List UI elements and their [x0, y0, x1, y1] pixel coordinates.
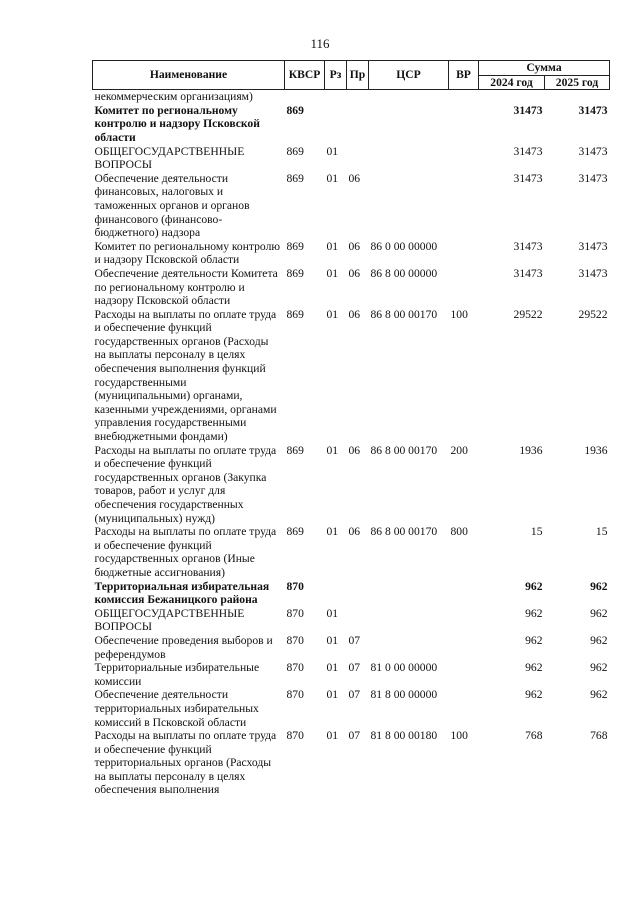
cell-vr: 100: [450, 729, 468, 743]
cell-sum-2025: 31473: [578, 266, 608, 280]
cell-sum-2025: 962: [590, 688, 608, 702]
cell-sum-2025: 31473: [578, 103, 608, 117]
cell-name: Обеспечение проведения выборов и референдумов: [94, 633, 273, 661]
cell-csr: 81 8 00 00000: [370, 688, 438, 702]
cell-sum-2025: 31473: [578, 239, 608, 253]
cell-pr: 07: [348, 729, 361, 743]
cell-name: Обеспечение деятельности Комитета по региональному контролю и надзору Псковской области: [94, 266, 278, 308]
cell-rz: 01: [326, 606, 339, 620]
cell-name: ОБЩЕГОСУДАРСТВЕННЫЕ ВОПРОСЫ: [94, 606, 245, 634]
cell-csr: 86 8 00 00000: [370, 266, 438, 280]
cell-sum-2025: 15: [595, 525, 608, 539]
cell-sum-2024: 962: [525, 688, 543, 702]
cell-pr: 06: [348, 307, 361, 321]
cell-sum-2024: 15: [530, 525, 543, 539]
table-header: [93, 61, 610, 90]
cell-csr: 86 8 00 00170: [370, 307, 438, 321]
header-year-2024: 2024 год: [479, 75, 545, 90]
header-sum: Сумма: [479, 61, 610, 76]
cell-kvsr: 869: [286, 103, 304, 117]
table-body: [93, 90, 610, 797]
header-csr: ЦСР: [369, 61, 449, 90]
cell-name: Расходы на выплаты по оплате труда и обеспечение функций государственных органов (Расходы на выплаты персоналу в целях обеспечения выполнения функций государственными (муниципальными) органами, казенными учреждениями, органами управления государственными внебюджетными фондами): [94, 307, 277, 444]
cell-rz: 01: [326, 688, 339, 702]
cell-pr: 06: [348, 239, 361, 253]
cell-pr: [347, 607, 369, 634]
cell-sum-2025: 31473: [578, 144, 608, 158]
cell-csr: [369, 172, 449, 240]
cell-name: Расходы на выплаты по оплате труда и обеспечение функций государственных органов (Иные бюджетные ассигнования): [94, 525, 277, 579]
cell-sum-2025: 962: [590, 579, 608, 593]
cell-pr: [347, 90, 369, 104]
cell-pr: 07: [348, 633, 361, 647]
cell-vr: [449, 634, 479, 661]
cell-vr: [449, 104, 479, 145]
cell-vr: [449, 580, 479, 607]
cell-pr: [347, 104, 369, 145]
budget-table: [92, 60, 610, 797]
cell-name: Расходы на выплаты по оплате труда и обеспечение функций территориальных органов (Расходы на выплаты персоналу в целях обеспечения выполнения: [94, 729, 277, 797]
cell-sum-2025: 962: [590, 661, 608, 675]
table-row: [93, 145, 610, 172]
cell-kvsr: 869: [286, 307, 304, 321]
cell-name: некоммерческим организациям): [94, 90, 253, 104]
cell-kvsr: [285, 90, 325, 104]
cell-kvsr: 870: [286, 633, 304, 647]
cell-rz: 01: [326, 661, 339, 675]
table-row: [93, 688, 610, 729]
header-name: Наименование: [93, 61, 285, 90]
cell-sum-2025: 31473: [578, 171, 608, 185]
cell-kvsr: 870: [286, 729, 304, 743]
cell-csr: [369, 145, 449, 172]
cell-rz: [325, 90, 347, 104]
cell-rz: 01: [326, 239, 339, 253]
cell-pr: 06: [348, 171, 361, 185]
header-year-2025: 2025 год: [545, 75, 610, 90]
cell-sum-2024: 1936: [519, 443, 543, 457]
cell-sum-2025: 768: [590, 729, 608, 743]
header-pr: Пр: [347, 61, 369, 90]
cell-pr: 06: [348, 525, 361, 539]
cell-rz: [325, 104, 347, 145]
cell-kvsr: 869: [286, 239, 304, 253]
cell-csr: 86 0 00 00000: [370, 239, 438, 253]
cell-name: Расходы на выплаты по оплате труда и обеспечение функций государственных органов (Закупка товаров, работ и услуг для обеспечения государственных (муниципальных) нужд): [94, 443, 277, 525]
cell-kvsr: 869: [286, 266, 304, 280]
cell-name: Обеспечение деятельности территориальных избирательных комиссий в Псковской области: [94, 688, 259, 729]
cell-rz: 01: [326, 171, 339, 185]
table-row: [93, 240, 610, 267]
cell-rz: 01: [326, 307, 339, 321]
cell-vr: [449, 90, 479, 104]
cell-rz: 01: [326, 443, 339, 457]
cell-kvsr: 870: [286, 688, 304, 702]
cell-kvsr: 870: [286, 661, 304, 675]
cell-csr: 81 0 00 00000: [370, 661, 438, 675]
table-row: [93, 607, 610, 634]
cell-pr: [347, 580, 369, 607]
cell-csr: [369, 607, 449, 634]
cell-name: Комитет по региональному контролю и надзору Псковской области: [94, 103, 260, 144]
page-number: 116: [310, 36, 330, 51]
cell-sum-2024: 962: [525, 606, 543, 620]
cell-csr: 86 8 00 00170: [370, 525, 438, 539]
cell-kvsr: 869: [286, 443, 304, 457]
cell-pr: 06: [348, 266, 361, 280]
cell-csr: [369, 90, 449, 104]
cell-name: ОБЩЕГОСУДАРСТВЕННЫЕ ВОПРОСЫ: [94, 144, 245, 172]
cell-sum-2025: 1936: [584, 443, 608, 457]
cell-vr: [449, 267, 479, 308]
cell-kvsr: 870: [286, 606, 304, 620]
cell-sum-2024: 962: [525, 661, 543, 675]
table-row: [93, 525, 610, 579]
cell-vr: [449, 240, 479, 267]
table-row: [93, 729, 610, 797]
header-kvsr: КВСР: [285, 61, 325, 90]
cell-csr: [369, 104, 449, 145]
cell-sum-2024: [479, 90, 545, 104]
table-row: [93, 172, 610, 240]
cell-sum-2024: 31473: [513, 239, 543, 253]
cell-vr: [449, 607, 479, 634]
cell-vr: [449, 145, 479, 172]
cell-vr: [449, 172, 479, 240]
cell-kvsr: 869: [286, 525, 304, 539]
cell-rz: 01: [326, 144, 339, 158]
cell-sum-2024: 962: [525, 579, 543, 593]
cell-sum-2025: [545, 90, 610, 104]
table-row: [93, 308, 610, 444]
cell-sum-2024: 31473: [513, 144, 543, 158]
cell-rz: 01: [326, 266, 339, 280]
cell-name: Территориальные избирательные комиссии: [94, 661, 260, 688]
cell-sum-2024: 768: [525, 729, 543, 743]
cell-vr: 200: [450, 443, 468, 457]
cell-rz: 01: [326, 729, 339, 743]
cell-rz: 01: [326, 525, 339, 539]
cell-pr: 07: [348, 661, 361, 675]
cell-csr: [369, 634, 449, 661]
table-row: [93, 661, 610, 688]
cell-name: Обеспечение деятельности финансовых, налоговых и таможенных органов и органов финансового (финансово-бюджетного) надзора: [94, 171, 250, 240]
cell-name: Территориальная избирательная комиссия Бежаницкого района: [94, 579, 270, 607]
cell-vr: [449, 661, 479, 688]
cell-kvsr: 869: [286, 171, 304, 185]
cell-pr: 07: [348, 688, 361, 702]
cell-name: Комитет по региональному контролю и надзору Псковской области: [94, 239, 281, 267]
cell-sum-2025: 962: [590, 633, 608, 647]
table-row: [93, 580, 610, 607]
cell-sum-2024: 29522: [513, 307, 543, 321]
cell-csr: 81 8 00 00180: [370, 729, 438, 743]
cell-sum-2024: 962: [525, 633, 543, 647]
table-row: [93, 444, 610, 526]
cell-vr: 100: [450, 307, 468, 321]
cell-sum-2025: 29522: [578, 307, 608, 321]
cell-pr: [347, 145, 369, 172]
cell-kvsr: 869: [286, 144, 304, 158]
cell-vr: 800: [450, 525, 468, 539]
cell-rz: 01: [326, 633, 339, 647]
cell-sum-2024: 31473: [513, 103, 543, 117]
table-row: [93, 267, 610, 308]
header-vr: ВР: [449, 61, 479, 90]
table-row: [93, 90, 610, 104]
cell-csr: 86 8 00 00170: [370, 443, 438, 457]
cell-rz: [325, 580, 347, 607]
cell-sum-2024: 31473: [513, 266, 543, 280]
header-rz: Рз: [325, 61, 347, 90]
cell-sum-2024: 31473: [513, 171, 543, 185]
table-row: [93, 104, 610, 145]
cell-csr: [369, 580, 449, 607]
cell-sum-2025: 962: [590, 606, 608, 620]
cell-vr: [449, 688, 479, 729]
table-row: [93, 634, 610, 661]
cell-pr: 06: [348, 443, 361, 457]
cell-kvsr: 870: [286, 579, 304, 593]
